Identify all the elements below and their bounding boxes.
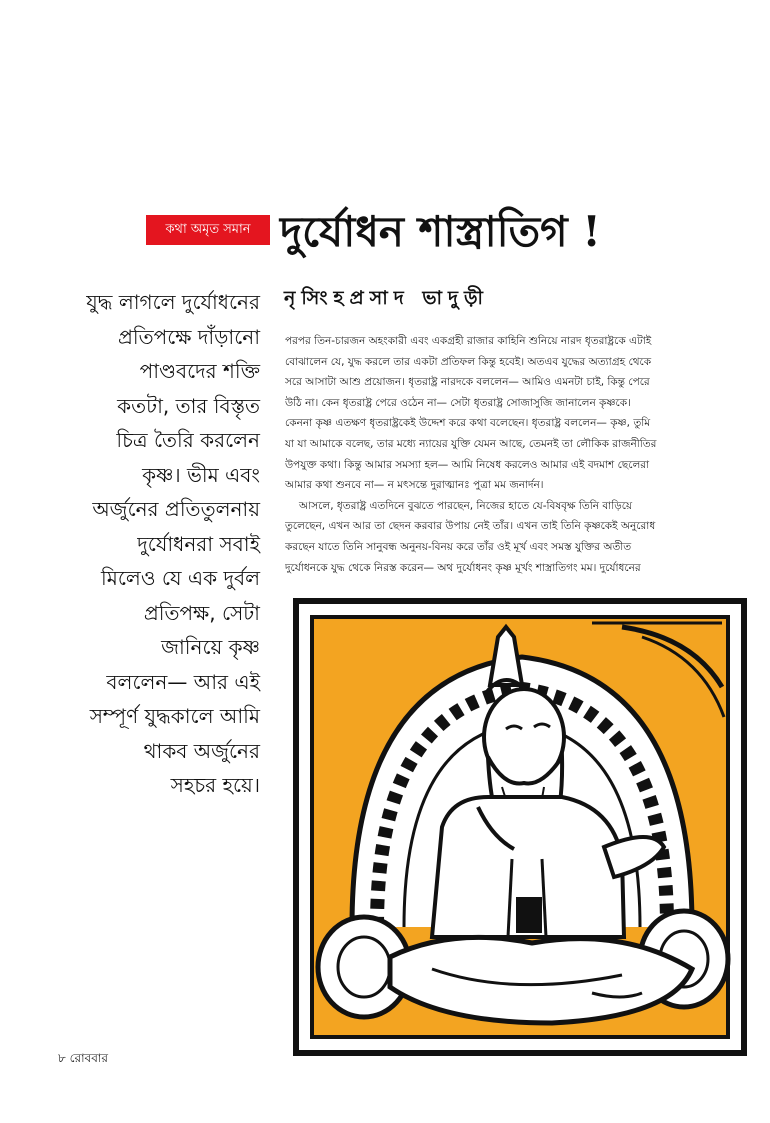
- body-line: উপযুক্ত কথা। কিন্তু আমার সমস্যা হল— আমি নিষেধ করলেও আমার এই বদমাশ ছেলেরা: [285, 458, 650, 471]
- body-line: আসলে, ধৃতরাষ্ট্র এতদিনে বুঝতে পারছেন, নিজের হাতে যে-বিষবৃক্ষ তিনি বাড়িয়ে: [299, 499, 633, 512]
- pull-quote-line: বললেন— আর এই: [106, 669, 260, 694]
- body-line: তুলেছেন, এখন আর তা ছেদন করবার উপায় নেই তাঁর। এখন তাই তিনি কৃষ্ণকেই অনুরোধ: [285, 520, 656, 533]
- pull-quote-line: সম্পূর্ণ যুদ্ধকালে আমি: [89, 704, 260, 728]
- pull-quote-line: কৃষ্ণ। ভীম এবং: [142, 462, 260, 487]
- pull-quote-line: দুর্যোধনরা সবাই: [137, 531, 260, 556]
- body-line: সরে আসাটা আশু প্রয়োজন। ধৃতরাষ্ট্র নারদকে বললেন— আমিও এমনটা চাই, কিন্তু পেরে: [285, 376, 650, 389]
- body-line: উঠি না। কেন ধৃতরাষ্ট্র পেরে ওঠেন না— সেটা ধৃতরাষ্ট্র সোজাসুজি জানালেন কৃষ্ণকে।: [285, 396, 631, 409]
- section-tag-label: কথা অমৃত সমান: [165, 221, 251, 237]
- pull-quote-line: থাকব অর্জুনের: [143, 738, 260, 763]
- section-tag: [146, 215, 270, 245]
- article-headline: দুর্যোধন শাস্ত্রাতিগ !: [280, 207, 601, 256]
- pull-quote-line: চিত্র তৈরি করলেন: [116, 428, 260, 452]
- body-line: যা যা আমাকে বলেছ, তার মধ্যে ন্যায়ের যুক্তি যেমন আছে, তেমনই তা লৌকিক রাজনীতির: [285, 437, 657, 450]
- body-line: বোঝালেন যে, যুদ্ধ করলে তার একটা প্রতিফল কিন্তু হবেই। অতএব যুদ্ধের অত্যাগ্রহ থেকে: [285, 355, 652, 368]
- article-body: [285, 331, 757, 578]
- pull-quote-line: জানিয়ে কৃষ্ণ: [161, 635, 260, 659]
- author-byline: নৃসিংহপ্রসাদ ভাদুড়ী: [284, 287, 489, 309]
- pull-quote-line: সহচর হয়ে।: [170, 773, 260, 797]
- body-line: দুর্যোধনকে যুদ্ধ থেকে নিরস্ত করেন— অথ দুর্যোধনং কৃষ্ণ মূর্খং শাস্ত্রাতিগং মম। দুর্যোধনের: [285, 561, 641, 574]
- page-folio: ৮ রোববার: [58, 1051, 108, 1065]
- pull-quote-line: প্রতিপক্ষে দাঁড়ানো: [118, 324, 260, 349]
- body-line: আমার কথা শুনবে না— ন মৎসন্তে দুরাত্মানঃ পুত্রা মম জনার্দন।: [285, 479, 544, 492]
- pull-quote: [70, 285, 260, 803]
- body-line: কেননা কৃষ্ণ এতক্ষণ ধৃতরাষ্ট্রকেই উদ্দেশ করে কথা বলেছেন। ধৃতরাষ্ট্র বললেন— কৃষ্ণ, তুমি: [285, 417, 651, 430]
- pull-quote-line: প্রতিপক্ষ, সেটা: [143, 600, 260, 625]
- pull-quote-line: কতটা, তার বিস্তৃত: [117, 393, 260, 418]
- dhritarashtra-illustration: [292, 597, 750, 1059]
- body-line: পরপর তিন-চারজন অহংকারী এবং একগ্রহী রাজার কাহিনি শুনিয়ে নারদ ধৃতরাষ্ট্রকে এটাই: [285, 335, 652, 347]
- pull-quote-line: মিলেও যে এক দুর্বল: [101, 566, 260, 590]
- pull-quote-line: পাণ্ডবদের শক্তি: [139, 359, 260, 383]
- pull-quote-line: অর্জুনের প্রতিতুলনায়: [92, 497, 260, 521]
- pull-quote-line: যুদ্ধ লাগলে দুর্যোধনের: [86, 290, 260, 314]
- body-line: করছেন যাতে তিনি সানুবন্ধ অনুনয়-বিনয় করে তাঁর ওই মূর্খ এবং সমস্ত যুক্তির অতীত: [285, 540, 632, 553]
